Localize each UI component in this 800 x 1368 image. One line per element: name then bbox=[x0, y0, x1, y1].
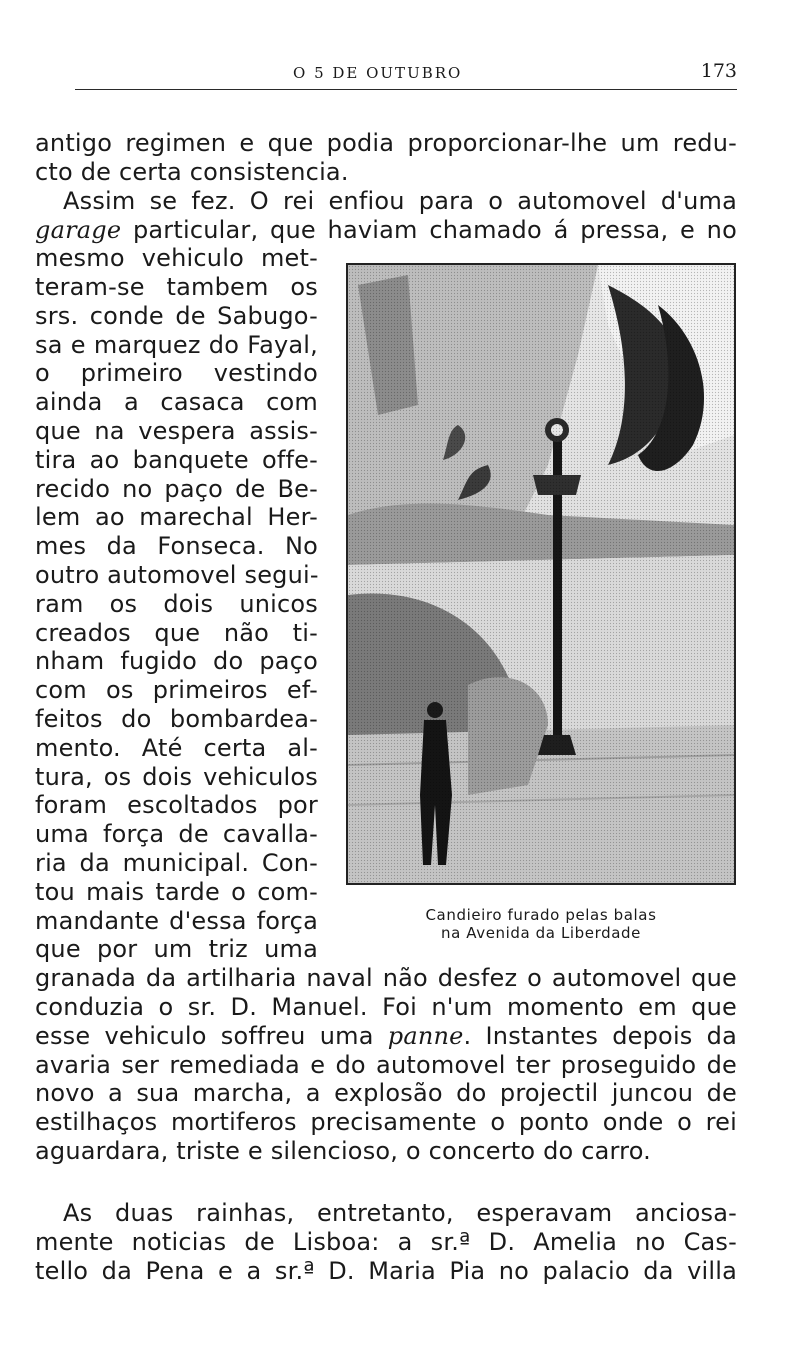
text-line: que na vespera assis- bbox=[35, 417, 318, 445]
text-line: tello da Pena e a sr.ª D. Maria Pia no palacio da villa bbox=[35, 1257, 737, 1285]
text-line: tou mais tarde o com- bbox=[35, 878, 318, 906]
running-title: O 5 DE OUTUBRO bbox=[293, 64, 463, 82]
text-line: mes da Fonseca. No bbox=[35, 532, 318, 560]
photo-illustration bbox=[348, 265, 734, 883]
text-line: estilhaços mortiferos precisamente o ponto onde o rei bbox=[35, 1108, 737, 1136]
text-line: nham fugido do paço bbox=[35, 647, 318, 675]
text-line: ria da municipal. Con- bbox=[35, 849, 318, 877]
text-line: mento. Até certa al- bbox=[35, 734, 318, 762]
header-rule bbox=[75, 89, 737, 90]
text-line: que por um triz uma bbox=[35, 935, 318, 963]
page-number: 173 bbox=[700, 60, 737, 82]
text-line: Assim se fez. O rei enfiou para o automovel d'uma bbox=[63, 187, 737, 215]
text-line bbox=[35, 216, 737, 245]
text-line: antigo regimen e que podia proporcionar-lhe um redu- bbox=[35, 129, 737, 157]
text-line: tura, os dois vehiculos bbox=[35, 763, 318, 791]
italic-term: garage bbox=[35, 216, 122, 244]
text-line: sa e marquez do Fayal, bbox=[35, 331, 318, 359]
text-line: tira ao banquete offe- bbox=[35, 446, 318, 474]
text-line: srs. conde de Sabugo- bbox=[35, 302, 318, 330]
figure-caption-line: Candieiro furado pelas balas bbox=[425, 906, 657, 924]
text-line: recido no paço de Be- bbox=[35, 475, 318, 503]
figure-caption-line: na Avenida da Liberdade bbox=[440, 924, 642, 942]
text-span: . Instantes depois da bbox=[463, 1022, 737, 1050]
text-line: creados que não ti- bbox=[35, 619, 318, 647]
text-line: conduzia o sr. D. Manuel. Foi n'um momento em que bbox=[35, 993, 737, 1021]
text-span: esse vehiculo soffreu uma bbox=[35, 1022, 374, 1050]
italic-term: panne bbox=[387, 1022, 464, 1050]
halftone-photograph bbox=[346, 263, 736, 885]
text-line bbox=[35, 1022, 737, 1051]
text-line: granada da artilharia naval não desfez o automovel que bbox=[35, 964, 737, 992]
text-span: particular, que haviam chamado á pressa, e no bbox=[132, 216, 737, 244]
text-line: o primeiro vestindo bbox=[35, 359, 318, 387]
text-line: foram escoltados por bbox=[35, 791, 318, 819]
text-line: lem ao marechal Her- bbox=[35, 503, 318, 531]
text-line: teram-se tambem os bbox=[35, 273, 318, 301]
text-line: uma força de cavalla- bbox=[35, 820, 318, 848]
text-line: outro automovel segui- bbox=[35, 561, 319, 589]
text-line: As duas rainhas, entretanto, esperavam anciosa- bbox=[63, 1199, 737, 1227]
text-line: cto de certa consistencia. bbox=[35, 158, 349, 186]
text-line: mesmo vehiculo met- bbox=[35, 244, 318, 272]
text-line: mandante d'essa força bbox=[35, 907, 318, 935]
text-line: mente noticias de Lisboa: a sr.ª D. Amelia no Cas- bbox=[35, 1228, 737, 1256]
text-line: com os primeiros ef- bbox=[35, 676, 318, 704]
text-line: ram os dois unicos bbox=[35, 590, 318, 618]
text-line: feitos do bombardea- bbox=[35, 705, 318, 733]
page-header bbox=[75, 60, 737, 86]
text-line: ainda a casaca com bbox=[35, 388, 318, 416]
text-line: novo a sua marcha, a explosão do projectil juncou de bbox=[35, 1079, 737, 1107]
text-line: aguardara, triste e silencioso, o concerto do carro. bbox=[35, 1137, 652, 1165]
text-line: avaria ser remediada e do automovel ter proseguido de bbox=[35, 1051, 737, 1079]
